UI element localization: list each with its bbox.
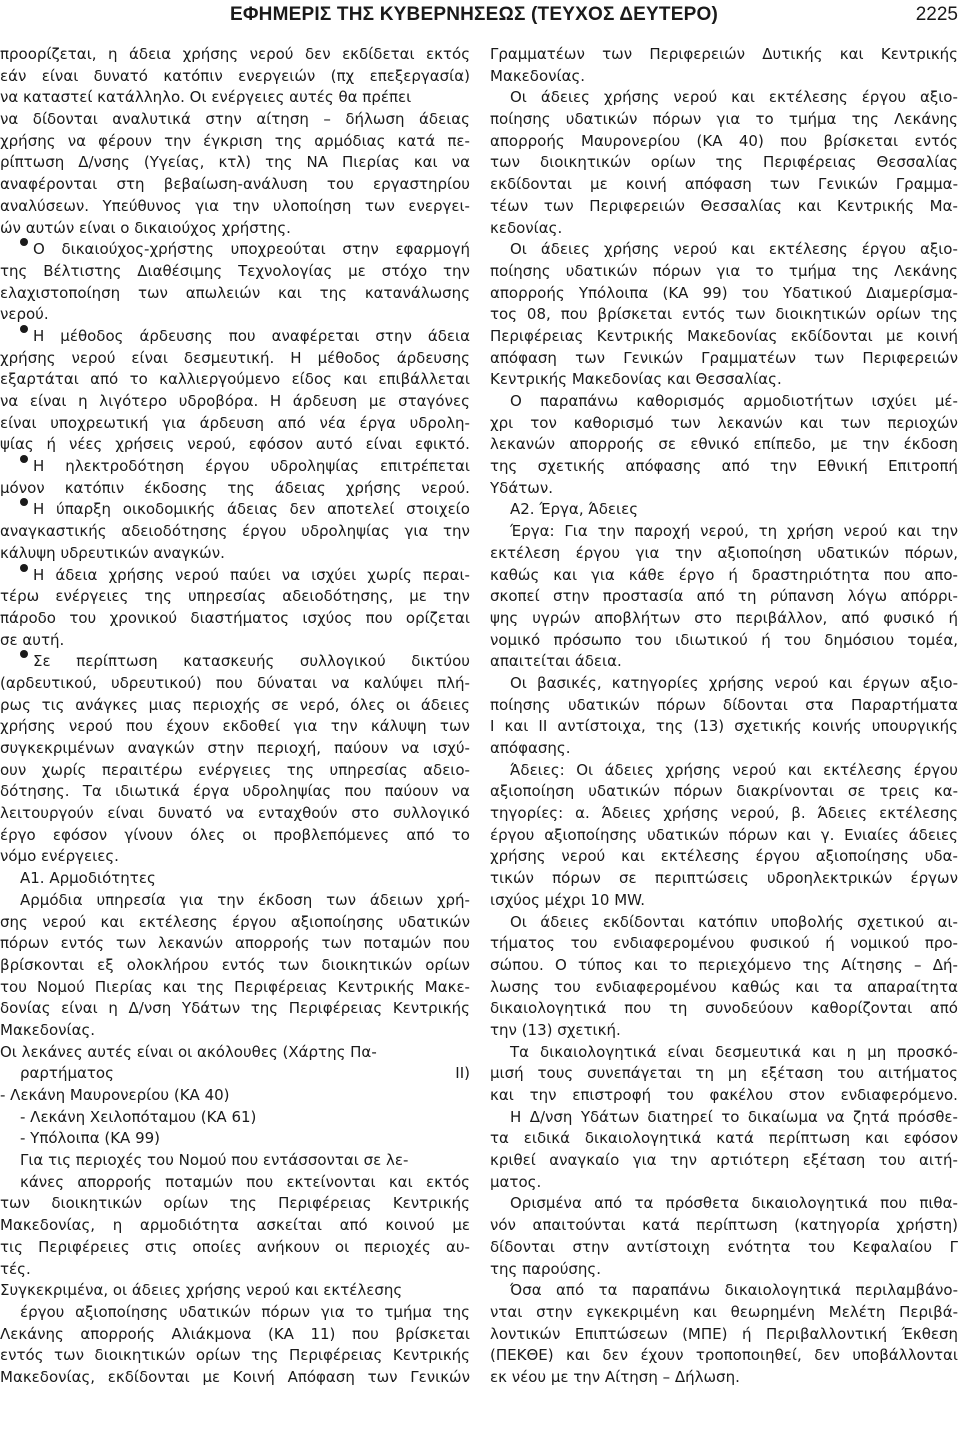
line-text: τήματος του ενδιαφερομένου φυσικού ή νομικού προ‑ <box>490 934 958 953</box>
text-line <box>0 695 470 717</box>
bullet-icon <box>20 498 28 506</box>
text-line <box>0 1259 470 1281</box>
text-line <box>490 1215 958 1237</box>
text-line <box>0 1020 470 1042</box>
text-line <box>490 543 958 565</box>
line-text: την (13) σχετική. <box>490 1020 621 1039</box>
text-line <box>0 283 470 305</box>
text-line <box>490 1280 958 1302</box>
text-line <box>490 109 958 131</box>
text-line <box>490 1193 958 1215</box>
line-text: ποίησης υδατικών πόρων για το τμήμα της Λεκάνης <box>490 261 958 280</box>
line-text: Όσα από τα παραπάνω δικαιολογητικά περιλαμβάνο‑ <box>510 1281 958 1300</box>
text-line <box>490 651 958 673</box>
line-text: κεδονίας. <box>490 218 563 237</box>
text-line <box>0 760 470 782</box>
line-text: Περιφέρειας Κεντρικής Μακεδονίας εκδίδονται με κοινή <box>490 326 958 345</box>
line-text: ρίπτωση Δ/νσης (Υγείας, κτλ) της ΝΑ Πιερίας και να <box>0 153 470 172</box>
bullet-icon <box>20 238 28 246</box>
line-text: απορροής Μαυρονερίου (ΚΑ 40) που βρίσκεται εντός <box>490 131 958 150</box>
text-line <box>490 1107 958 1129</box>
line-text: Ορισμένα από τα πρόσθετα δικαιολογητικά που πιθα‑ <box>510 1194 958 1213</box>
text-line <box>0 608 470 630</box>
line-text: της παρούσης. <box>490 1259 601 1278</box>
line-text: και την επιστροφή του φακέλου στον ενδιαφερόμενο. <box>490 1086 958 1104</box>
text-line <box>0 348 470 370</box>
text-line <box>490 1345 958 1367</box>
text-line <box>0 1107 470 1129</box>
text-line <box>0 565 470 587</box>
text-line <box>490 66 958 88</box>
text-line <box>490 413 958 435</box>
line-text: εκτέλεση έργου για την αξιοποίηση υδατικών πόρων, <box>490 543 958 562</box>
line-text: κάνες απορροής ποταμών που εκτείνονται και εκτός <box>20 1172 470 1191</box>
line-text: Έργα: Για την παροχή νερού, τη χρήση νερού και την <box>510 522 958 541</box>
line-text: απαιτείται άδεια. <box>490 652 622 671</box>
line-text: ελαχιστοποίηση των απωλειών και της κατανάλωσης <box>0 283 470 302</box>
line-text: λωσης του ενδιαφερομένου καθώς και τα απαραίτητα <box>490 977 958 996</box>
text-line <box>490 174 958 196</box>
text-line <box>490 695 958 717</box>
text-line <box>0 1324 470 1346</box>
line-text: Μακεδονίας. <box>490 66 586 85</box>
line-text: να καταστεί κατάλληλο. Οι ενέργειες αυτές θα πρέπει <box>0 88 412 107</box>
line-text: Σε περίπτωση κατασκευής συλλογικού δικτύου <box>33 652 470 671</box>
text-line <box>490 738 958 760</box>
text-line <box>490 1259 958 1281</box>
text-line <box>0 1063 470 1085</box>
text-line <box>490 803 958 825</box>
line-text: δίδονται στην αντίστοιχη ενότητα του Κεφαλαίου Γ <box>490 1237 958 1256</box>
line-text: σώπου. Ο τύπος και το περιεχόμενο της Αίτησης – Δή‑ <box>490 955 958 974</box>
text-line <box>490 586 958 608</box>
text-line <box>0 499 470 521</box>
line-text: τέων των Περιφερειών Θεσσαλίας και Κεντρικής Μα‑ <box>490 196 958 215</box>
line-text: Αρμόδια υπηρεσία για την έκδοση των άδειων χρή‑ <box>20 890 470 909</box>
line-text: εξαρτάται από το καλλιεργούμενο είδος και επιβάλλεται <box>0 370 470 389</box>
line-text: ‑ Λεκάνη Μαυρονερίου (ΚΑ 40) <box>0 1086 230 1104</box>
text-line <box>0 803 470 825</box>
line-text: της σχετικής απόφασης από την Εθνική Επιτροπή <box>490 457 958 476</box>
text-line <box>0 304 470 326</box>
line-text: των διοικητικών ορίων της Περιφέρειας Θεσσαλίας <box>490 153 958 172</box>
line-text: δονίας είναι η Δ/νση Υδάτων της Περιφέρειας Κεντρικής <box>0 999 470 1018</box>
text-line <box>0 781 470 803</box>
line-text: Μακεδονίας. <box>0 1020 96 1039</box>
text-line <box>490 239 958 261</box>
text-line <box>490 955 958 977</box>
text-line <box>490 478 958 500</box>
line-text: κριθεί αναγκαίο για την αρτιότερη εξέταση του αιτή‑ <box>490 1151 958 1170</box>
line-text: του Νομού Πιερίας και της Περιφέρειας Κεντρικής Μακε‑ <box>0 977 470 996</box>
text-line <box>490 716 958 738</box>
text-line <box>0 326 470 348</box>
text-line <box>490 456 958 478</box>
text-line <box>490 283 958 305</box>
line-text: νόμο ενέργειες. <box>0 847 119 866</box>
text-line <box>0 413 470 435</box>
text-line <box>0 521 470 543</box>
line-text: Οι λεκάνες αυτές είναι οι ακόλουθες (Χάρτης Πα‑ <box>0 1042 377 1061</box>
text-line <box>0 933 470 955</box>
text-line <box>490 87 958 109</box>
line-text: Α2. Έργα, Άδειες <box>510 500 639 519</box>
text-line <box>490 608 958 630</box>
bullet-icon <box>20 325 28 333</box>
text-line <box>490 781 958 803</box>
text-line <box>0 977 470 999</box>
line-text: είναι υποχρεωτική για άρδευση από νέα έργα υδρολη‑ <box>0 413 470 432</box>
line-text: ‑ Υπόλοιπα (ΚΑ 99) <box>20 1129 161 1148</box>
line-text: μόνον κατόπιν έκδοσης της άδειας χρήσης νερού. <box>0 478 470 497</box>
line-text: Ο δικαιούχος‑χρήστης υποχρεούται στην εφαρμογή <box>33 240 470 259</box>
line-text: καθώς και για κάθε έργο ή δραστηριότητα που απο‑ <box>490 565 958 584</box>
text-line <box>0 1193 470 1215</box>
text-line <box>490 565 958 587</box>
text-line <box>490 1172 958 1194</box>
line-text: έργο εφόσον γίνουν όλες οι προβλεπόμενες από το <box>0 825 470 844</box>
line-text: λοντικών Επιπτώσεων (ΜΠΕ) ή Περιβαλλοντική Έκθεση <box>490 1324 958 1343</box>
line-text: Οι άδειες εκδίδονται κατόπιν υποβολής σχετικού αι‑ <box>510 912 958 931</box>
line-text: πόρων εντός των λεκανών απορροής των ποταμών που <box>0 934 470 953</box>
text-line <box>490 521 958 543</box>
text-line <box>490 846 958 868</box>
line-text: ρως τις ανάγκες μιας περιοχής σε νερό, όλες οι άδειες <box>0 695 470 714</box>
text-line <box>490 369 958 391</box>
line-text: σε αυτή. <box>0 630 65 649</box>
text-line <box>0 174 470 196</box>
line-text: (ΠΕΚΘΕ) και δεν έχουν τροποποιηθεί, δεν υποβάλλονται <box>490 1346 958 1365</box>
line-text: λειτουργούν είναι δυνατό να ενταχθούν στο συλλογικό <box>0 804 470 823</box>
gazette-title: ΕΦΗΜΕΡΙΣ ΤΗΣ ΚΥΒΕΡΝΗΣΕΩΣ (ΤΕΥΧΟΣ ΔΕΥΤΕΡΟ) <box>230 4 718 25</box>
text-line <box>490 218 958 240</box>
text-line <box>490 998 958 1020</box>
page-number: 2225 <box>915 4 958 25</box>
line-text: Η ηλεκτροδότηση έργου υδροληψίας επιτρέπεται <box>33 457 470 476</box>
text-line <box>490 1128 958 1150</box>
line-text: Η άδεια χρήσης νερού παύει να ισχύει χωρίς περαι‑ <box>33 565 470 584</box>
text-line <box>490 977 958 999</box>
line-text: σης νερού και εκτέλεσης έργου αξιοποίησης υδατικών <box>0 912 470 931</box>
text-line <box>490 196 958 218</box>
line-text: νται στην εγκεκριμένη και θεωρημένη Μελέτη Περιβά‑ <box>490 1302 958 1321</box>
line-text: τικών πόρων σε περιπτώσεις υδροηλεκτρικών έργων <box>490 869 958 888</box>
line-text: να δίδονται αναλυτικά στην αίτηση – δήλωση άδειας <box>0 110 470 129</box>
line-text: Γραμματέων των Περιφερειών Δυτικής και Κεντρικής <box>490 45 958 63</box>
line-text: απορροής Υπόλοιπα (ΚΑ 99) του Υδατικού Διαμερίσμα‑ <box>490 283 958 302</box>
line-text: ών αυτών είναι ο δικαιούχος χρήστης. <box>0 218 291 237</box>
line-text: βρίσκονται εξ ολοκλήρου εντός των διοικητικών ορίων <box>0 955 470 974</box>
line-text: τέρω ενέργειες της υπηρεσίας αδειοδότησης, με την <box>0 587 470 606</box>
text-line <box>490 261 958 283</box>
text-line <box>490 434 958 456</box>
text-line <box>0 109 470 131</box>
line-text: ‑ Λεκάνη Χειλοπόταμου (ΚΑ 61) <box>20 1107 257 1126</box>
line-text: Η Δ/νση Υδάτων διατηρεί το δικαίωμα να ζητά πρόσθε‑ <box>510 1107 958 1126</box>
text-line <box>490 44 958 66</box>
text-line <box>0 1215 470 1237</box>
line-text: αναλύσεων. Υπεύθυνος για την υλοποίηση των ενεργει‑ <box>0 196 470 215</box>
text-line <box>0 955 470 977</box>
text-line <box>490 1063 958 1085</box>
line-text: νομικό πρόσωπο του ιδιωτικού ή του δημόσιου τομέα, <box>490 630 958 649</box>
text-line <box>0 391 470 413</box>
text-line <box>0 456 470 478</box>
text-line <box>490 868 958 890</box>
line-text: Άδειες: Οι άδειες χρήσης νερού και εκτέλεσης έργου <box>510 760 958 779</box>
text-line <box>490 391 958 413</box>
text-line <box>490 131 958 153</box>
right-column <box>490 44 958 1389</box>
line-text: νόν απαιτούνται κατά περίπτωση (κατηγορία χρήστη) <box>490 1216 958 1235</box>
line-text: τηγορίες: α. Άδειες χρήσης νερού, β. Άδειες εκτέλεσης <box>490 804 958 823</box>
text-line <box>0 868 470 890</box>
text-line <box>0 630 470 652</box>
text-line <box>0 673 470 695</box>
left-column <box>0 44 470 1389</box>
text-line <box>0 131 470 153</box>
line-text: λεκανών απορροής σε εθνικό επίπεδο, με την έκδοση <box>490 435 958 454</box>
text-line <box>490 760 958 782</box>
line-text: τα ειδικά δικαιολογητικά κατά περίπτωση και εφόσον <box>490 1129 958 1148</box>
text-line <box>0 1150 470 1172</box>
text-line <box>490 152 958 174</box>
text-line <box>490 1085 958 1107</box>
line-text: αξιοποίηση υδατικών πόρων διακρίνονται σε τρεις κα‑ <box>490 782 958 801</box>
line-text: Η ύπαρξη οικοδομικής άδειας δεν αποτελεί στοιχείο <box>33 500 470 519</box>
text-line <box>490 1367 958 1389</box>
line-text: χρήσης να φέρουν την έγκριση της αρμόδιας κατά πε‑ <box>0 131 470 150</box>
text-line <box>0 478 470 500</box>
line-text: Υδάτων. <box>490 478 553 497</box>
text-line <box>490 1042 958 1064</box>
text-line <box>0 1128 470 1150</box>
line-text: εκδίδονται με κοινή απόφαση των Γενικών Γραμμα‑ <box>490 175 958 194</box>
text-line <box>490 890 958 912</box>
text-line <box>0 586 470 608</box>
line-text: ψης υγρών αποβλήτων στο περιβάλλον, από φυσικό ή <box>490 608 958 627</box>
text-line <box>0 825 470 847</box>
line-text: ποίησης υδατικών πόρων για το τμήμα της Λεκάνης <box>490 110 958 129</box>
line-text: ψίας ή νέες χρήσεις νερού, εφόσον αυτό είναι εφικτό. <box>0 435 470 454</box>
line-text: Η μέθοδος άρδευσης που αναφέρεται στην άδεια <box>33 326 470 345</box>
text-line <box>0 1237 470 1259</box>
text-line <box>0 846 470 868</box>
line-text: ισχύος μέχρι 10 MW. <box>490 890 646 909</box>
page-header <box>0 0 960 34</box>
line-text: Οι άδειες χρήσης νερού και εκτέλεσης έργου αξιο‑ <box>510 240 958 259</box>
line-text: ουν χωρίς περαιτέρω ενέργειες της υπηρεσίας αδειο‑ <box>0 760 470 779</box>
text-line <box>0 998 470 1020</box>
line-text: Συγκεκριμένα, οι άδειες χρήσης νερού και εκτέλεσης <box>0 1281 403 1300</box>
line-text: δότησης. Τα ιδιωτικά έργα υδροληψίας που παύουν να <box>0 782 470 801</box>
text-line <box>0 87 470 109</box>
text-line <box>490 1237 958 1259</box>
line-text: της Βέλτιστης Διαθέσιμης Τεχνολογίας με στόχο την <box>0 261 470 280</box>
line-text: Μακεδονίας, η αρμοδιότητα ασκείται από κοινού με <box>0 1216 470 1235</box>
text-line <box>0 196 470 218</box>
text-line <box>490 933 958 955</box>
text-line <box>0 369 470 391</box>
line-text: τές. <box>0 1259 31 1278</box>
line-text: δικαιολογητικά που τη συνοδεύουν καθορίζονται από <box>490 999 958 1018</box>
bullet-icon <box>20 650 28 658</box>
text-line <box>0 1172 470 1194</box>
line-text: αναγκαστικής αδειοδότησης έργου υδροληψίας για την <box>0 522 470 541</box>
line-text: αναφέρονται στη βεβαίωση‑ανάλυση του εργαστηρίου <box>0 175 470 194</box>
line-text: Λεκάνης απορροής Αλιάκμονα (ΚΑ 11) που βρίσκεται <box>0 1324 470 1343</box>
text-line <box>0 1042 470 1064</box>
text-line <box>490 1150 958 1172</box>
text-line <box>490 825 958 847</box>
text-line <box>0 1367 470 1389</box>
line-text: εκ νέου με την Αίτηση – Δήλωση. <box>490 1367 740 1386</box>
text-line <box>0 543 470 565</box>
text-line <box>0 261 470 283</box>
text-line <box>0 66 470 88</box>
text-line <box>0 912 470 934</box>
line-text: κάλυψη υδρευτικών αναγκών. <box>0 543 225 562</box>
line-text: νερού. <box>0 305 49 324</box>
line-text: πάροδο του χρονικού διαστήματος ισχύος που ορίζεται <box>0 608 470 627</box>
line-text: Οι βασικές, κατηγορίες χρήσης νερού και έργων αξιο‑ <box>510 673 958 692</box>
line-text: έργου αξιοποίησης υδατικών πόρων και γ. Ενιαίες άδειες <box>490 825 958 844</box>
bullet-icon <box>20 455 28 463</box>
text-line <box>490 348 958 370</box>
line-text: Για τις περιοχές του Νομού που εντάσσονται σε λε‑ <box>20 1151 409 1170</box>
line-text: χρήσης νερού που έχουν εκδοθεί για την κάλυψη των <box>0 717 470 736</box>
line-text: τος 08, που βρίσκεται εντός των διοικητικών ορίων της <box>490 305 958 324</box>
text-line <box>490 499 958 521</box>
bullet-icon <box>20 564 28 572</box>
text-line <box>490 1020 958 1042</box>
text-line <box>490 673 958 695</box>
line-text: απόφαση των Γενικών Γραμματέων των Περιφερειών <box>490 348 958 367</box>
line-text: σκοπεί στην προστασία από τη ρύπανση λόγω απόρρι‑ <box>490 587 958 606</box>
line-text: χρι τον καθορισμό των λεκανών και των περιοχών <box>490 413 958 432</box>
text-line <box>0 1302 470 1324</box>
line-text: να είναι η λιγότερο υδροβόρα. Η άρδευση με σταγόνες <box>0 392 470 410</box>
line-text: Α1. Αρμοδιότητες <box>20 869 156 888</box>
line-text: προορίζεται, η άδεια χρήσης νερού δεν εκδίδεται εκτός <box>0 45 470 63</box>
text-line <box>490 304 958 326</box>
line-text: τις Περιφέρειες στις οποίες ανήκουν οι περιοχές αυ‑ <box>0 1237 470 1256</box>
line-text: Οι άδειες χρήσης νερού και εκτέλεσης έργου αξιο‑ <box>510 88 958 107</box>
line-text: έργου αξιοποίησης υδατικών πόρων για το τμήμα της <box>20 1302 470 1321</box>
line-text: (αρδευτικού, υδρευτικού) που δύναται να καλύψει πλή‑ <box>0 673 470 692</box>
text-line <box>490 1302 958 1324</box>
line-text: εντός των διοικητικών ορίων της Περιφέρειας Κεντρικής <box>0 1346 470 1365</box>
line-text: χρήσης νερού είναι δεσμευτική. Η μέθοδος άρδευσης <box>0 348 470 367</box>
line-text: χρήσης νερού και εκτέλεσης έργου αξιοποίησης υδα‑ <box>490 847 958 866</box>
line-text: μισή τους συνεπάγεται τη μη εξέταση του αιτήματος <box>490 1064 958 1083</box>
line-text: Ο παραπάνω καθορισμός αρμοδιοτήτων ισχύει μέ‑ <box>510 392 958 410</box>
text-line <box>490 630 958 652</box>
text-line <box>490 1324 958 1346</box>
line-text: ματος. <box>490 1172 542 1191</box>
line-text: ποίησης υδατικών πόρων δίδονται στα Παραρτήματα <box>490 695 958 714</box>
text-line <box>0 716 470 738</box>
text-line <box>0 239 470 261</box>
text-line <box>490 326 958 348</box>
line-text: απόφασης. <box>490 739 571 757</box>
text-line <box>0 434 470 456</box>
text-line <box>0 738 470 760</box>
line-text: Ι και ΙΙ αντίστοιχα, της (13) σχετικής κοινής υπουργικής <box>490 717 958 736</box>
text-line <box>0 1280 470 1302</box>
line-text: ραρτήματος ΙΙ) <box>20 1064 470 1083</box>
text-line <box>0 152 470 174</box>
line-text: Μακεδονίας, εκδίδονται με Κοινή Απόφαση των Γενικών <box>0 1367 470 1386</box>
text-line <box>0 1085 470 1107</box>
line-text: εάν είναι δυνατό κατόπιν ενεργειών (πχ επεξεργασία) <box>0 66 470 85</box>
line-text: συγκεκριμένων αναγκών στην περιοχή, παύουν να ισχύ‑ <box>0 739 470 757</box>
line-text: των διοικητικών ορίων της Περιφέρειας Κεντρικής <box>0 1194 470 1213</box>
text-line <box>0 890 470 912</box>
line-text: Τα δικαιολογητικά είναι δεσμευτικά και η μη προσκό‑ <box>510 1042 958 1061</box>
text-line <box>0 1345 470 1367</box>
text-line <box>0 44 470 66</box>
line-text: Κεντρικής Μακεδονίας και Θεσσαλίας. <box>490 370 782 389</box>
text-line <box>0 651 470 673</box>
text-line <box>490 912 958 934</box>
text-line <box>0 218 470 240</box>
